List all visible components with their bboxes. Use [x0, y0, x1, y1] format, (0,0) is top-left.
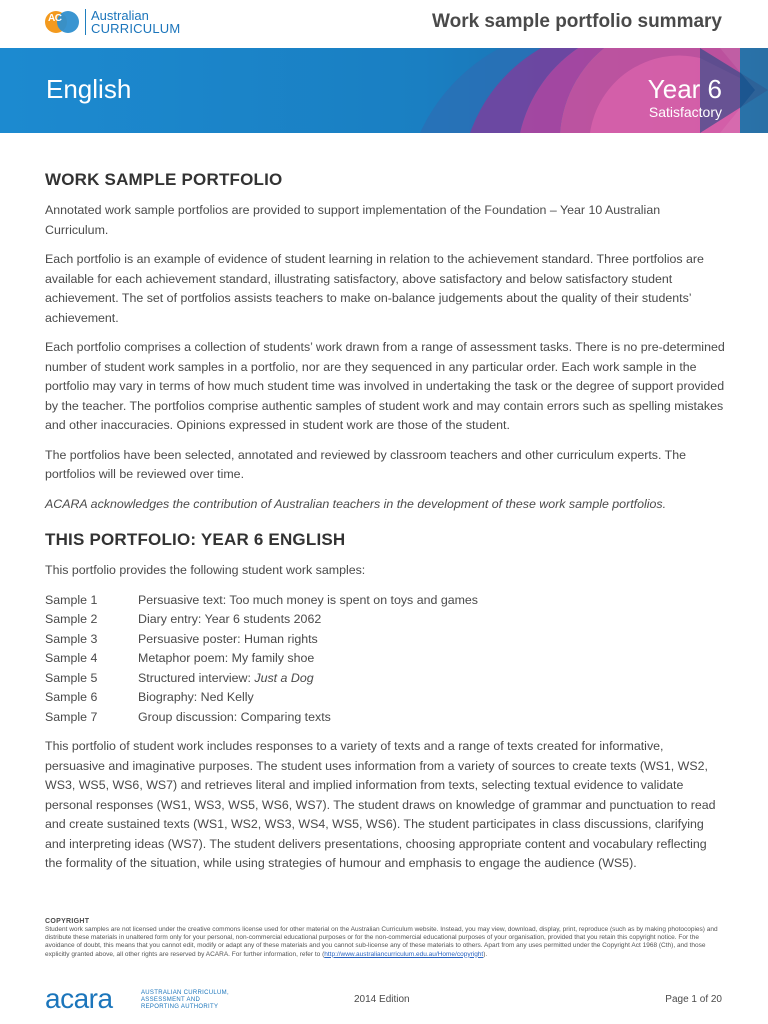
- portfolio-paragraph: Each portfolio comprises a collection of students’ work drawn from a range of assessment tasks. There is no pre-determined number of student work samples in a portfolio, nor are they sequenced in any particular order. Each work sample in the portfolio may vary in terms of how much student time was involved in undertaking the task or the degree of support provided by the teacher. The portfolios comprise authentic samples of student work and may contain errors such as spelling mistakes and other inaccuracies. Opinions expressed in student work are those of the student.: [45, 340, 725, 432]
- acknowledgement-text: ACARA acknowledges the contribution of Australian teachers in the development of these work sample portfolios.: [45, 496, 667, 511]
- subject-banner: [0, 48, 768, 133]
- subject-title: English: [46, 74, 132, 104]
- logo-word-australian: Australian: [91, 8, 149, 23]
- year-level: Year 6: [647, 74, 722, 104]
- sample-id: Sample 3: [45, 631, 98, 646]
- sample-description: [138, 669, 314, 689]
- samples-intro: This portfolio provides the following student work samples:: [45, 563, 366, 577]
- list-item: [45, 688, 725, 708]
- acara-tagline-line: AUSTRALIAN CURRICULUM,: [141, 990, 229, 996]
- copyright-notice: [45, 918, 725, 959]
- sample-id: Sample 1: [45, 592, 98, 607]
- sample-id: Sample 6: [45, 690, 98, 704]
- portfolio-summary: This portfolio of student work includes responses to a variety of texts and a range of texts created for informative, persuasive and imaginative purposes. The student uses information from a variety of sources to create texts (WS1, WS2, WS3, WS5, WS6, WS7) and retrieves literal and implied information from texts, selecting textual evidence to validate personal responses (WS1, WS3, WS5, WS6, WS7). The student draws on knowledge of grammar and punctuation to read and create sustained texts (WS1, WS2, WS3, WS4, WS5, WS6). The student participates in class discussions, clarifying and interpreting ideas (WS7). The student delivers presentations, choosing appropriate content and vocabulary reflecting the formality of the situation, while using strategies of humour and emphasis to engage the audience (WS5).: [45, 739, 716, 870]
- list-item: [45, 669, 725, 689]
- sample-description: Persuasive text: Too much money is spent on toys and games: [138, 592, 479, 607]
- portfolio-paragraph: Each portfolio is an example of evidence of student learning in relation to the achievement standard. Three portfolios are available for each achievement standard, illustrating satisfactory, above satisfactory and below satisfactory student achievement. The set of portfolios assists teachers to make on-balance judgements about the quality of their students’ achievement.: [45, 252, 704, 325]
- edition-label: 2014 Edition: [354, 994, 410, 1005]
- portfolio-paragraph: The portfolios have been selected, annotated and reviewed by classroom teachers and other curriculum experts. The portfolios will be reviewed over time.: [45, 447, 687, 481]
- sample-description: Persuasive poster: Human rights: [138, 631, 318, 646]
- acara-logo[interactable]: acara: [45, 983, 113, 1014]
- acara-tagline-line: REPORTING AUTHORITY: [141, 1004, 219, 1010]
- this-portfolio-heading: THIS PORTFOLIO: YEAR 6 ENGLISH: [45, 530, 346, 549]
- copyright-text-end: ).: [483, 950, 488, 958]
- page-footer: [0, 985, 768, 1015]
- list-item: [45, 649, 725, 669]
- sample-description: Metaphor poem: My family shoe: [138, 651, 315, 665]
- list-item: [45, 591, 725, 611]
- sample-id: Sample 2: [45, 612, 98, 626]
- achievement-level: Satisfactory: [648, 104, 722, 120]
- sample-id: Sample 5: [45, 670, 98, 685]
- portfolio-paragraph: Annotated work sample portfolios are provided to support implementation of the Foundation – Year 10 Australian Curriculum.: [45, 203, 661, 237]
- sample-list: [45, 591, 725, 728]
- logo-divider: [85, 9, 86, 35]
- list-item: [45, 610, 725, 630]
- sample-description-title: Just a Dog: [254, 670, 314, 685]
- copyright-link[interactable]: http://www.australiancurriculum.edu.au/Home/copyright: [324, 950, 484, 958]
- copyright-body: [45, 926, 725, 959]
- top-header: [0, 0, 768, 48]
- logo-word-curriculum: CURRICULUM: [91, 21, 181, 36]
- work-sample-portfolio-heading: WORK SAMPLE PORTFOLIO: [45, 170, 283, 189]
- page-header-title: Work sample portfolio summary: [432, 11, 722, 32]
- sample-description-prefix: Structured interview:: [138, 670, 255, 685]
- sample-description: Biography: Ned Kelly: [138, 690, 254, 704]
- copyright-heading: COPYRIGHT: [45, 918, 90, 925]
- sample-description: Group discussion: Comparing texts: [138, 709, 331, 724]
- sample-id: Sample 4: [45, 651, 98, 665]
- acara-tagline-line: ASSESSMENT AND: [141, 997, 201, 1003]
- sample-description: Diary entry: Year 6 students 2062: [138, 612, 322, 626]
- sample-id: Sample 7: [45, 709, 98, 724]
- logo-words: [91, 9, 180, 35]
- copyright-text: Student work samples are not licensed under the creative commons license used for other material on the Australian Curriculum website. Instead, you may view, download, display, print, reproduce (such as by making photocopies) and distribute these materials in unaltered form only for your personal, non-commercial educational purposes or for the non-commercial educational purposes of your organisation, provided that you retain this copyright notice. For the avoidance of doubt, this means that you cannot edit, modify or adapt any of these materials and you cannot sub-license any of these materials to others. Apart from any uses permitted under the Copyright Act 1968 (Cth), and those explicitly granted above, all other rights are reserved by ACARA. For further information, refer to (: [45, 926, 718, 958]
- australian-curriculum-logo[interactable]: [45, 9, 180, 35]
- page-number: Page 1 of 20: [665, 994, 722, 1005]
- list-item: [45, 708, 725, 728]
- acara-tagline: [141, 990, 229, 1011]
- main-content: [45, 170, 725, 874]
- list-item: [45, 630, 725, 650]
- logo-mark-text: AC: [48, 13, 62, 24]
